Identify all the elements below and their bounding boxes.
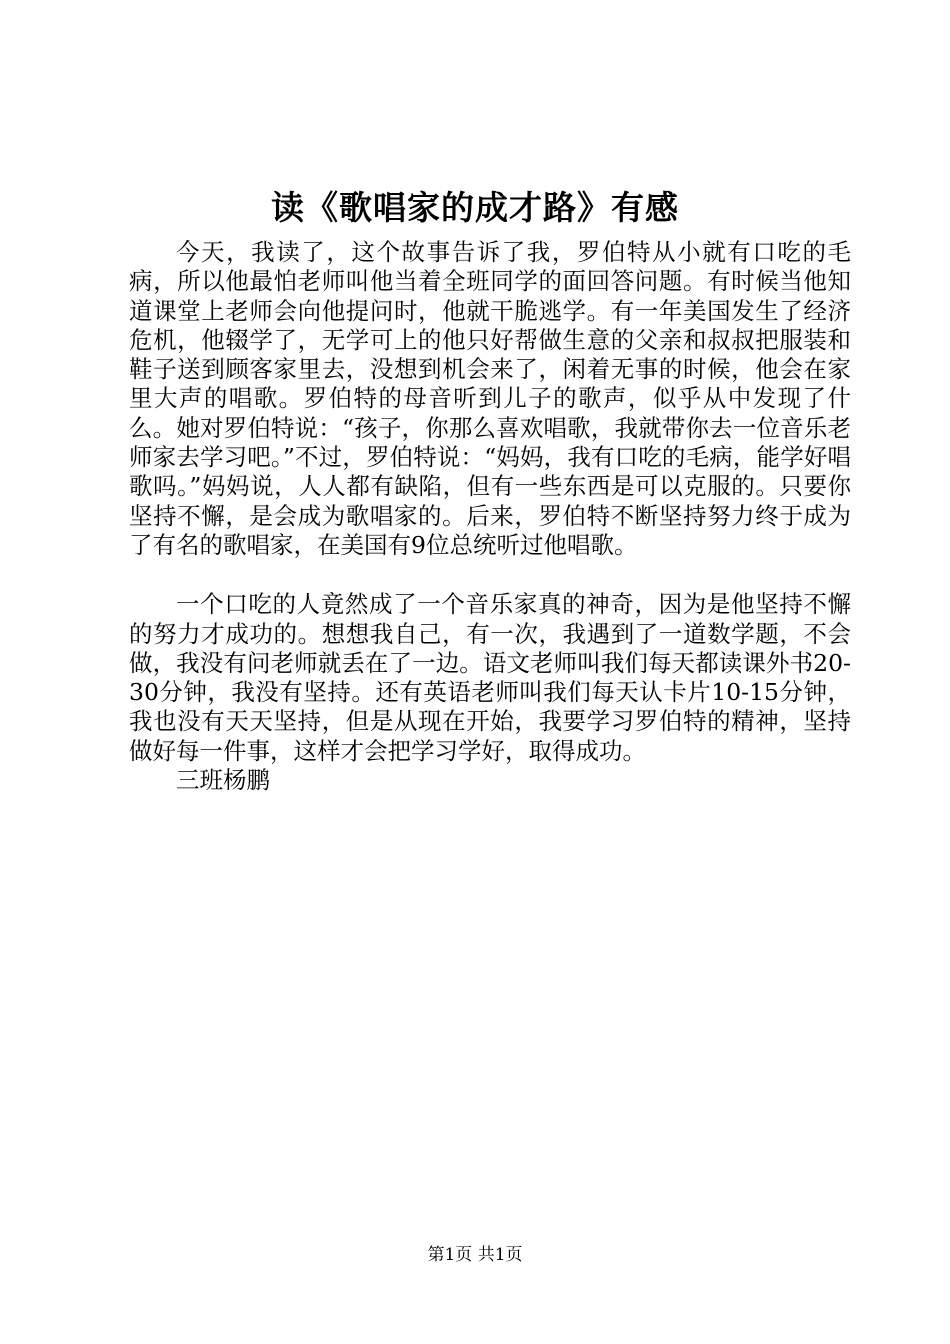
signature: 三班杨鹏	[176, 766, 270, 795]
page-footer: 第1页 共1页	[427, 1245, 523, 1265]
document-body	[129, 238, 851, 795]
paragraph-1: 今天，我读了，这个故事告诉了我，罗伯特从小就有口吃的毛病，所以他最怕老师叫他当着全班同学的面回答问题。有时候当他知道课堂上老师会向他提问时，他就干脆逃学。有一年美国发生了经济危机，他辍学了，无学可上的他只好帮做生意的父亲和叔叔把服装和鞋子送到顾客家里去，没想到机会来了，闲着无事的时候，他会在家里大声的唱歌。罗伯特的母音听到儿子的歌声，似乎从中发现了什么。她对罗伯特说：“孩子，你那么喜欢唱歌，我就带你去一位音乐老师家去学习吧。”不过，罗伯特说：“妈妈，我有口吃的毛病，能学好唱歌吗。”妈妈说，人人都有缺陷，但有一些东西是可以克服的。只要你坚持不懈，是会成为歌唱家的。后来，罗伯特不断坚持努力终于成为了有名的歌唱家，在美国有9位总统听过他唱歌。	[129, 238, 851, 559]
paragraph-2: 一个口吃的人竟然成了一个音乐家真的神奇，因为是他坚持不懈的努力才成功的。想想我自己，有一次，我遇到了一道数学题，不会做，我没有问老师就丢在了一边。语文老师叫我们每天都读课外书20-30分钟，我没有坚持。还有英语老师叫我们每天认卡片10-15分钟，我也没有天天坚持，但是从现在开始，我要学习罗伯特的精神，坚持做好每一件事，这样才会把学习学好，取得成功。	[129, 590, 851, 765]
document-title: 读《歌唱家的成才路》有感	[271, 188, 679, 227]
